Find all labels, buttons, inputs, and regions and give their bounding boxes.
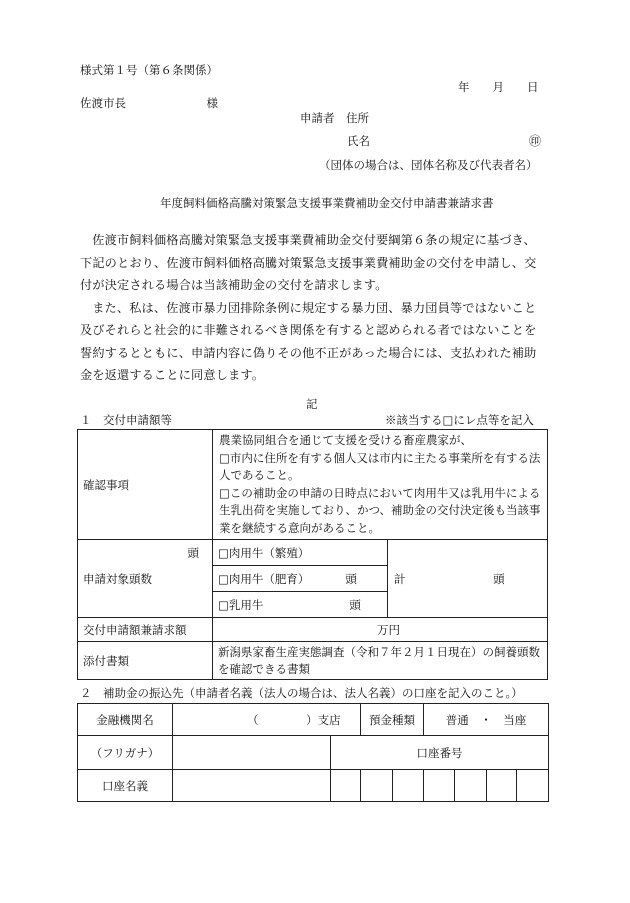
cattle-row[interactable] xyxy=(187,540,388,566)
account-digit-box[interactable] xyxy=(424,770,455,802)
addressee: 佐渡市長 様 xyxy=(80,96,218,110)
application-table xyxy=(77,429,548,680)
paragraph-pledge: また、私は、佐渡市暴力団排除条例に規定する暴力団、暴力団員等ではないこと及びそれらと社会的に非難されるべき関係を有すると認められる者ではないことを誓約するとともに、申請内容に偽りその他不正があった場合には、支払われた補助金を返還することに同意します。 xyxy=(80,300,537,382)
ki-heading: 記 xyxy=(306,397,318,411)
form-number: 様式第１号（第６条関係） xyxy=(80,63,218,77)
attach-value: 新潟県家畜生産実態調査（令和７年２月１日現在）の飼養頭数を確認できる書類 xyxy=(213,642,548,680)
confirm-intro: 農業協同組合を通じて支援を受ける畜産農家が、 xyxy=(219,433,472,447)
account-number-label: 口座番号 xyxy=(331,736,549,770)
date-field[interactable]: 年 月 日 xyxy=(458,80,539,94)
bank-name-field[interactable] xyxy=(173,704,361,736)
group-note: （団体の場合は、団体名称及び代表者名） xyxy=(319,158,538,172)
section1-note: ※該当する□にレ点等を記入 xyxy=(385,413,534,427)
account-digit-box[interactable] xyxy=(331,770,361,802)
cattle-row[interactable] xyxy=(213,592,388,618)
total-heads[interactable] xyxy=(388,540,548,618)
cattle-unit: 頭 xyxy=(349,597,361,612)
amount-field[interactable] xyxy=(213,618,548,642)
confirm-check-residence[interactable]: □市内に住所を有する個人又は市内に主たる事業所を有する法人であること。 xyxy=(219,450,541,482)
cattle-row[interactable] xyxy=(213,566,388,592)
applicant-name-label: 氏名 xyxy=(347,134,370,148)
account-name-field[interactable] xyxy=(173,770,331,802)
cattle-unit: 頭 xyxy=(345,571,357,586)
attach-label: 添付書類 xyxy=(78,642,213,680)
branch-label: ）支店 xyxy=(306,712,341,727)
account-digit-box[interactable] xyxy=(361,770,393,802)
amount-unit: 万円 xyxy=(377,622,400,637)
amount-label: 交付申請額兼請求額 xyxy=(78,618,213,642)
account-digit-box[interactable] xyxy=(455,770,487,802)
seal-mark: ㊞ xyxy=(529,134,542,148)
furigana-label: （フリガナ） xyxy=(78,736,173,770)
body-text xyxy=(80,229,548,387)
cattle-type[interactable]: □肉用牛（肥育） xyxy=(218,571,310,586)
paragraph-application: 佐渡市飼料価格高騰対策緊急支援事業費補助金交付要綱第６条の規定に基づき、下記のとおり、佐渡市飼料価格高騰対策緊急支援事業費補助金の交付を申請し、交付が決定される場合は当該補助金の交付を請求します。 xyxy=(80,233,537,292)
cattle-type[interactable]: □乳用牛 xyxy=(218,597,264,612)
heads-label: 申請対象頭数 xyxy=(78,540,213,618)
bank-label: 金融機関名 xyxy=(78,704,173,736)
cattle-type[interactable]: □肉用牛（繁殖） xyxy=(218,545,310,560)
confirm-label: 確認事項 xyxy=(78,430,213,540)
account-digit-box[interactable] xyxy=(487,770,517,802)
confirm-content xyxy=(213,430,548,540)
account-name-label: 口座名義 xyxy=(78,770,173,802)
deposit-type-options[interactable]: 普通 ・ 当座 xyxy=(424,704,549,736)
section2-heading: ２ 補助金の振込先（申請者名義（法人の場合は、法人名義）の口座を記入のこと。） xyxy=(80,686,523,700)
section1-heading: １ 交付申請額等 xyxy=(80,413,172,427)
total-label: 計 xyxy=(394,571,406,586)
document-title: 年度飼料価格高騰対策緊急支援事業費補助金交付申請書兼請求書 xyxy=(160,196,494,210)
confirm-check-shipment[interactable]: □この補助金の申請の日時点において肉用牛又は乳用牛による生乳出荷を実施しており、かつ、補助金の交付決定後も当該事業を継続する意向があること。 xyxy=(219,485,541,535)
applicant-address-label: 申請者 住所 xyxy=(300,111,369,125)
account-digit-box[interactable] xyxy=(517,770,549,802)
account-digit-box[interactable] xyxy=(393,770,424,802)
cattle-unit: 頭 xyxy=(187,545,199,560)
deposit-type-label: 預金種類 xyxy=(361,704,424,736)
furigana-field[interactable] xyxy=(173,736,331,770)
bank-paren-open: （ xyxy=(247,712,259,727)
bank-table xyxy=(77,703,549,802)
total-unit: 頭 xyxy=(493,571,505,586)
